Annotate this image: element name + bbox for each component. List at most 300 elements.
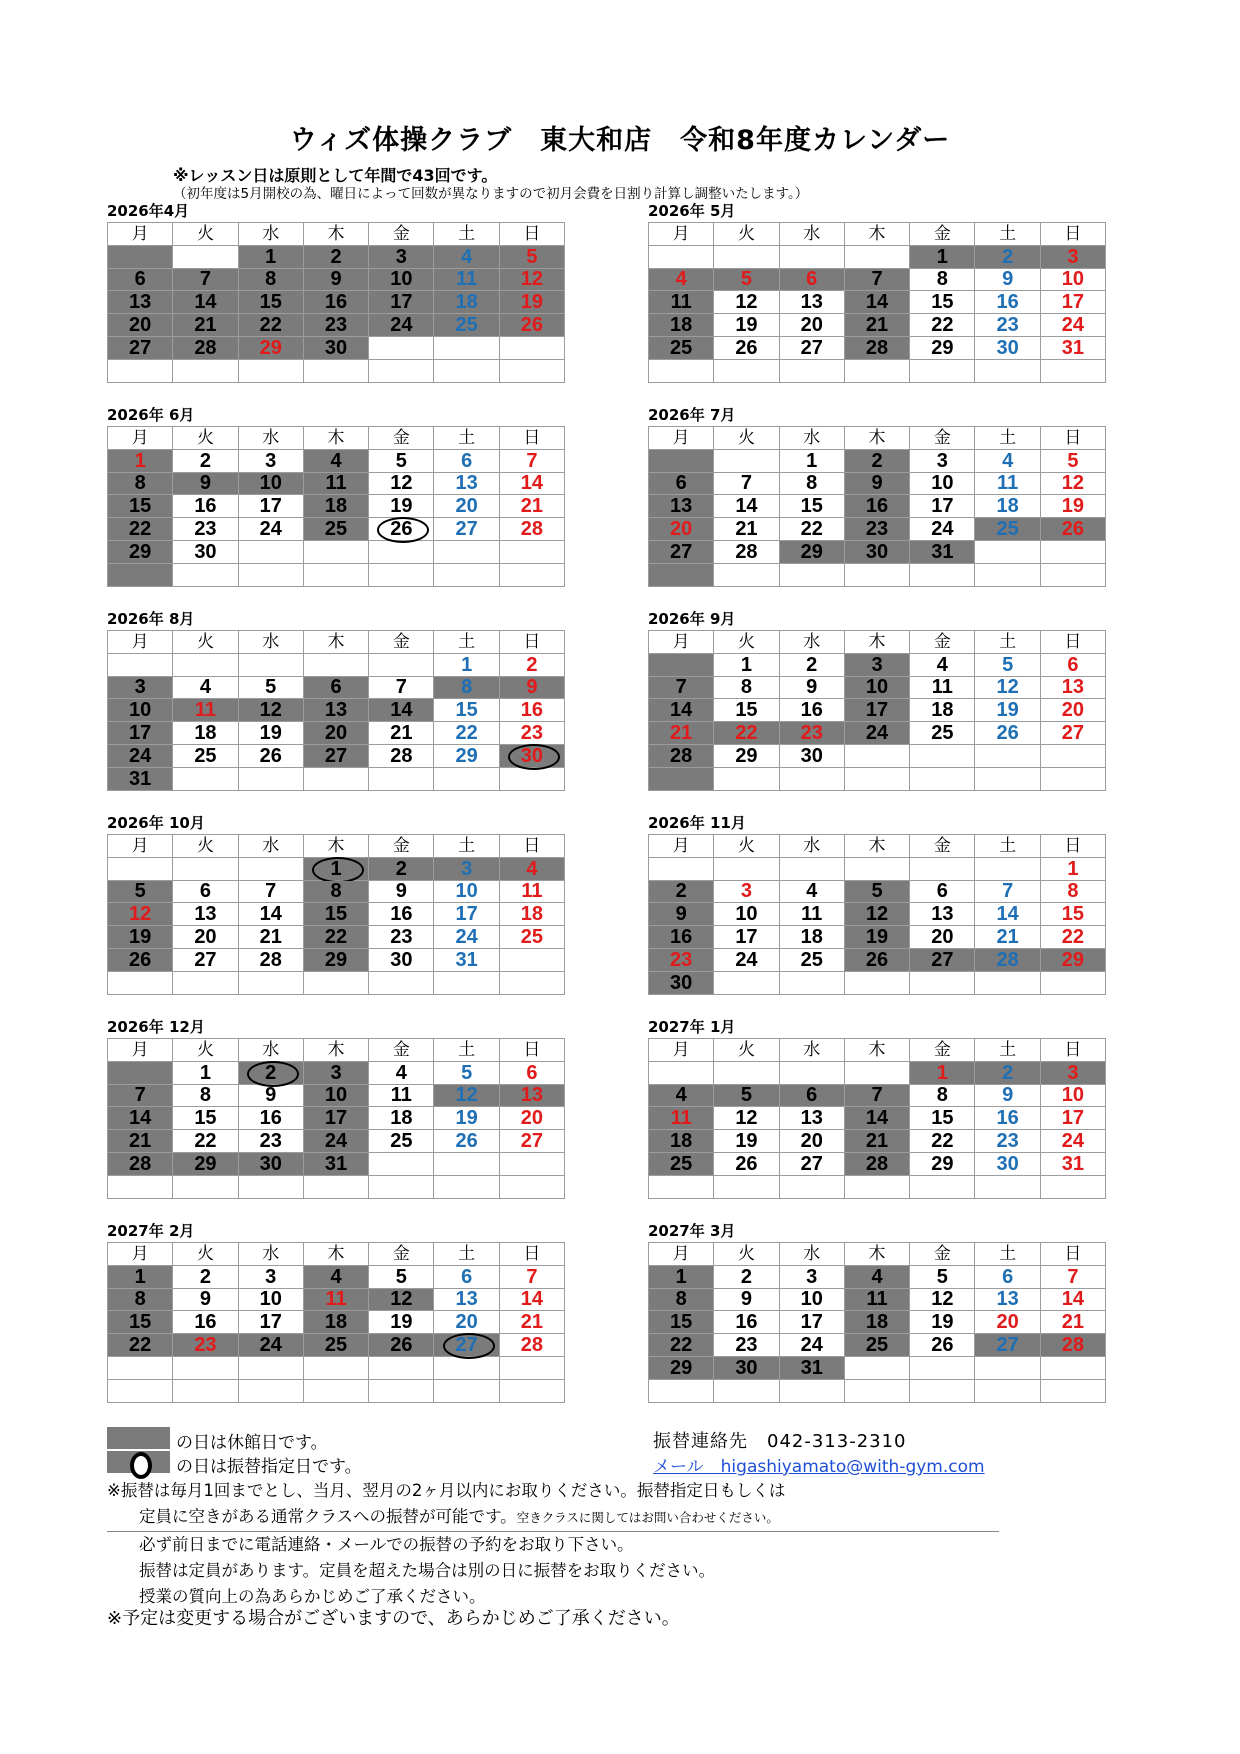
- day-cell: 20: [434, 495, 499, 518]
- day-cell: 12: [369, 472, 434, 495]
- weekday-header: 月: [108, 631, 173, 654]
- empty-day-cell: [499, 540, 564, 563]
- month-label: 2026年 11月: [648, 814, 746, 832]
- day-cell: 21: [844, 314, 909, 337]
- day-cell: 24: [1040, 1130, 1105, 1153]
- day-cell: 10: [434, 880, 499, 903]
- day-cell: 1: [1040, 857, 1105, 880]
- day-cell: 27: [975, 1334, 1040, 1357]
- day-cell: 29: [108, 540, 173, 563]
- weekday-header: 日: [499, 427, 564, 450]
- day-cell: 16: [238, 1107, 303, 1130]
- day-cell: 11: [649, 1107, 714, 1130]
- day-cell: 6: [499, 1061, 564, 1084]
- day-cell: 15: [108, 495, 173, 518]
- day-cell: 20: [975, 1311, 1040, 1334]
- day-cell: 28: [369, 744, 434, 767]
- week-row: [108, 449, 565, 472]
- rule-line-4: 振替は定員があります。定員を超えた場合は別の日に振替をお取りください。: [139, 1561, 716, 1580]
- weekday-header: 金: [369, 1039, 434, 1062]
- weekday-header: 水: [238, 1039, 303, 1062]
- day-cell: 10: [1040, 1084, 1105, 1107]
- day-cell: 3: [303, 1061, 368, 1084]
- weekday-header: 月: [108, 223, 173, 246]
- day-cell: 3: [108, 676, 173, 699]
- day-cell: 30: [779, 744, 844, 767]
- day-cell: 7: [369, 676, 434, 699]
- day-cell: 20: [434, 1311, 499, 1334]
- day-cell: 26: [975, 722, 1040, 745]
- day-cell: 22: [434, 722, 499, 745]
- empty-day-cell: [844, 1061, 909, 1084]
- day-cell: 25: [303, 1334, 368, 1357]
- day-cell: 1: [714, 653, 779, 676]
- day-cell: 28: [975, 948, 1040, 971]
- day-cell: 20: [910, 926, 975, 949]
- week-row: [649, 1288, 1106, 1311]
- day-cell: 13: [1040, 676, 1105, 699]
- empty-day-cell: [844, 1356, 909, 1379]
- day-cell: 13: [303, 699, 368, 722]
- day-cell: 13: [975, 1288, 1040, 1311]
- empty-day-cell: [1040, 744, 1105, 767]
- day-cell: 12: [434, 1084, 499, 1107]
- week-row: [108, 268, 565, 291]
- day-cell: 8: [714, 676, 779, 699]
- day-cell: 28: [173, 336, 238, 359]
- day-cell: 7: [108, 1084, 173, 1107]
- empty-day-cell: [975, 540, 1040, 563]
- week-row: [649, 1356, 1106, 1379]
- day-cell: 23: [649, 948, 714, 971]
- day-cell: 23: [238, 1130, 303, 1153]
- empty-day-cell: [1040, 359, 1105, 382]
- rule-line-2: [107, 1504, 999, 1532]
- day-cell: 7: [844, 268, 909, 291]
- day-cell: 25: [779, 948, 844, 971]
- day-cell: 22: [779, 518, 844, 541]
- day-cell: 17: [303, 1107, 368, 1130]
- empty-day-cell: [844, 971, 909, 994]
- weekday-header: 木: [303, 631, 368, 654]
- day-cell: 23: [844, 518, 909, 541]
- day-cell: 8: [303, 880, 368, 903]
- empty-day-cell: [303, 1175, 368, 1198]
- day-cell: 4: [975, 449, 1040, 472]
- week-row: [108, 291, 565, 314]
- day-cell: 31: [910, 540, 975, 563]
- day-cell: 7: [499, 449, 564, 472]
- weekday-header: 木: [844, 223, 909, 246]
- day-cell: 16: [173, 1311, 238, 1334]
- day-cell: 2: [649, 880, 714, 903]
- empty-day-cell: [303, 971, 368, 994]
- day-cell: 16: [714, 1311, 779, 1334]
- day-cell: 19: [714, 1130, 779, 1153]
- month-table: [107, 1038, 565, 1199]
- day-cell: 2: [779, 653, 844, 676]
- weekday-header: 木: [303, 1243, 368, 1266]
- weekday-header: 日: [499, 1039, 564, 1062]
- day-cell: 23: [779, 722, 844, 745]
- day-cell: 2: [975, 1061, 1040, 1084]
- empty-day-cell: [649, 245, 714, 268]
- week-row: [108, 903, 565, 926]
- week-row: [649, 676, 1106, 699]
- weekday-header: 月: [108, 835, 173, 858]
- day-cell: 12: [238, 699, 303, 722]
- day-cell: 25: [303, 518, 368, 541]
- month-label: 2027年 3月: [648, 1222, 736, 1240]
- empty-day-cell: [303, 540, 368, 563]
- closed-day-legend: の日は休館日です。: [176, 1433, 328, 1453]
- day-cell: 8: [108, 1288, 173, 1311]
- weekday-header-row: [108, 1243, 565, 1266]
- day-cell: 10: [714, 903, 779, 926]
- day-cell: 10: [238, 1288, 303, 1311]
- empty-day-cell: [844, 744, 909, 767]
- day-cell: 5: [714, 1084, 779, 1107]
- weekday-header: 土: [434, 631, 499, 654]
- day-cell: 8: [910, 1084, 975, 1107]
- week-row: [649, 1084, 1106, 1107]
- day-cell: 16: [844, 495, 909, 518]
- day-cell: 7: [975, 880, 1040, 903]
- day-cell: 1: [649, 1265, 714, 1288]
- empty-day-cell: [238, 767, 303, 790]
- empty-day-cell: [1040, 563, 1105, 586]
- day-cell: 16: [499, 699, 564, 722]
- week-row: [108, 314, 565, 337]
- weekday-header: 火: [173, 631, 238, 654]
- weekday-header: 火: [173, 427, 238, 450]
- empty-day-cell: [238, 540, 303, 563]
- day-cell: 4: [910, 653, 975, 676]
- month-table: [107, 630, 565, 791]
- empty-day-cell: [238, 857, 303, 880]
- day-cell: 5: [108, 880, 173, 903]
- month-table: [648, 222, 1106, 383]
- day-cell: 12: [108, 903, 173, 926]
- empty-day-cell: [975, 1356, 1040, 1379]
- week-row: [108, 540, 565, 563]
- day-cell: 2: [975, 245, 1040, 268]
- day-cell: 16: [303, 291, 368, 314]
- day-cell: 25: [975, 518, 1040, 541]
- empty-day-cell: [1040, 971, 1105, 994]
- rule-line-1: ※振替は毎月1回までとし、当月、翌月の2ヶ月以内にお取りください。振替指定日もしくは: [107, 1481, 786, 1500]
- day-cell: 5: [238, 676, 303, 699]
- day-cell: 9: [714, 1288, 779, 1311]
- day-cell: 29: [779, 540, 844, 563]
- week-row: [649, 314, 1106, 337]
- day-cell: 4: [369, 1061, 434, 1084]
- day-cell: 4: [499, 857, 564, 880]
- week-row: [108, 971, 565, 994]
- weekday-header-row: [649, 1039, 1106, 1062]
- day-cell: 28: [108, 1152, 173, 1175]
- day-cell: 2: [844, 449, 909, 472]
- day-cell: 8: [1040, 880, 1105, 903]
- week-row: [108, 1107, 565, 1130]
- weekday-header: 木: [303, 1039, 368, 1062]
- day-cell: 2: [238, 1061, 303, 1084]
- empty-day-cell: [910, 1379, 975, 1402]
- empty-day-cell: [649, 449, 714, 472]
- day-cell: 20: [499, 1107, 564, 1130]
- empty-day-cell: [173, 653, 238, 676]
- day-cell: 11: [303, 1288, 368, 1311]
- weekday-header: 月: [649, 1243, 714, 1266]
- weekday-header: 月: [108, 427, 173, 450]
- day-cell: 21: [499, 1311, 564, 1334]
- empty-day-cell: [1040, 1356, 1105, 1379]
- day-cell: 2: [173, 1265, 238, 1288]
- week-row: [108, 1288, 565, 1311]
- day-cell: 1: [238, 245, 303, 268]
- day-cell: 26: [844, 948, 909, 971]
- weekday-header: 水: [238, 427, 303, 450]
- empty-day-cell: [173, 359, 238, 382]
- day-cell: 2: [173, 449, 238, 472]
- day-cell: 11: [975, 472, 1040, 495]
- weekday-header: 水: [779, 427, 844, 450]
- day-cell: 13: [779, 291, 844, 314]
- day-cell: 6: [779, 1084, 844, 1107]
- day-cell: 6: [173, 880, 238, 903]
- week-row: [108, 1175, 565, 1198]
- empty-day-cell: [649, 857, 714, 880]
- day-cell: 14: [369, 699, 434, 722]
- day-cell: 26: [238, 744, 303, 767]
- day-cell: 27: [1040, 722, 1105, 745]
- day-cell: 15: [108, 1311, 173, 1334]
- week-row: [108, 1130, 565, 1153]
- weekday-header: 金: [910, 427, 975, 450]
- empty-day-cell: [108, 245, 173, 268]
- day-cell: 19: [434, 1107, 499, 1130]
- month-table: [648, 630, 1106, 791]
- day-cell: 30: [649, 971, 714, 994]
- first-year-note: （初年度は5月開校の為、曜日によって回数が異なりますので初月会費を日割り計算し調整いたします。）: [173, 186, 809, 202]
- day-cell: 22: [714, 722, 779, 745]
- day-cell: 30: [238, 1152, 303, 1175]
- day-cell: 14: [499, 1288, 564, 1311]
- day-cell: 15: [779, 495, 844, 518]
- closed-day-swatch: [107, 1427, 170, 1449]
- day-cell: 27: [499, 1130, 564, 1153]
- day-cell: 16: [975, 291, 1040, 314]
- day-cell: 8: [173, 1084, 238, 1107]
- week-row: [108, 563, 565, 586]
- weekday-header: 日: [499, 631, 564, 654]
- month-label: 2026年4月: [107, 202, 190, 220]
- empty-day-cell: [975, 857, 1040, 880]
- day-cell: 5: [714, 268, 779, 291]
- day-cell: 27: [173, 948, 238, 971]
- empty-day-cell: [649, 359, 714, 382]
- circle-icon: [130, 1452, 152, 1479]
- weekday-header: 土: [434, 835, 499, 858]
- day-cell: 31: [1040, 1152, 1105, 1175]
- day-cell: 23: [369, 926, 434, 949]
- day-cell: 9: [238, 1084, 303, 1107]
- empty-day-cell: [303, 767, 368, 790]
- rule-line-2-main: 定員に空きがある通常クラスへの振替が可能です。: [139, 1507, 517, 1526]
- weekday-header-row: [108, 223, 565, 246]
- empty-day-cell: [499, 1379, 564, 1402]
- day-cell: 3: [1040, 1061, 1105, 1084]
- day-cell: 15: [1040, 903, 1105, 926]
- day-cell: 11: [910, 676, 975, 699]
- empty-day-cell: [499, 971, 564, 994]
- rule-line-3: 必ず前日までに電話連絡・メールでの振替の予約をお取り下さい。: [139, 1535, 634, 1554]
- day-cell: 5: [844, 880, 909, 903]
- day-cell: 9: [303, 268, 368, 291]
- month-table: [107, 426, 565, 587]
- day-cell: 31: [779, 1356, 844, 1379]
- day-cell: 29: [173, 1152, 238, 1175]
- day-cell: 5: [1040, 449, 1105, 472]
- day-cell: 5: [499, 245, 564, 268]
- day-cell: 21: [369, 722, 434, 745]
- empty-day-cell: [910, 744, 975, 767]
- day-cell: 28: [714, 540, 779, 563]
- weekday-header: 月: [649, 835, 714, 858]
- footer-note: ※予定は変更する場合がございますので、あらかじめご了承ください。: [107, 1608, 680, 1629]
- weekday-header: 火: [714, 223, 779, 246]
- week-row: [108, 1311, 565, 1334]
- day-cell: 10: [303, 1084, 368, 1107]
- day-cell: 17: [779, 1311, 844, 1334]
- day-cell: 22: [238, 314, 303, 337]
- day-cell: 3: [714, 880, 779, 903]
- empty-day-cell: [649, 653, 714, 676]
- week-row: [649, 449, 1106, 472]
- day-cell: 19: [844, 926, 909, 949]
- day-cell: 28: [499, 1334, 564, 1357]
- weekday-header: 水: [779, 1243, 844, 1266]
- day-cell: 6: [975, 1265, 1040, 1288]
- week-row: [649, 903, 1106, 926]
- weekday-header: 水: [238, 223, 303, 246]
- month-table: [648, 426, 1106, 587]
- day-cell: 13: [649, 495, 714, 518]
- day-cell: 24: [434, 926, 499, 949]
- week-row: [108, 1334, 565, 1357]
- month-table: [107, 1242, 565, 1403]
- week-row: [108, 472, 565, 495]
- day-cell: 4: [173, 676, 238, 699]
- day-cell: 18: [499, 903, 564, 926]
- empty-day-cell: [173, 767, 238, 790]
- day-cell: 11: [844, 1288, 909, 1311]
- empty-day-cell: [910, 359, 975, 382]
- day-cell: 19: [238, 722, 303, 745]
- rule-line-2-small: 空きクラスに関してはお問い合わせください。: [516, 1510, 779, 1525]
- empty-day-cell: [369, 1356, 434, 1379]
- month-calendar: [648, 812, 1098, 995]
- contact-email-link[interactable]: メール higashiyamato@with-gym.com: [653, 1457, 985, 1477]
- day-cell: 30: [303, 336, 368, 359]
- weekday-header: 火: [714, 1039, 779, 1062]
- day-cell: 10: [238, 472, 303, 495]
- empty-day-cell: [108, 971, 173, 994]
- empty-day-cell: [779, 857, 844, 880]
- day-cell: 30: [369, 948, 434, 971]
- week-row: [108, 1379, 565, 1402]
- day-cell: 17: [1040, 1107, 1105, 1130]
- week-row: [108, 359, 565, 382]
- day-cell: 14: [108, 1107, 173, 1130]
- weekday-header: 木: [844, 1243, 909, 1266]
- weekday-header-row: [649, 427, 1106, 450]
- empty-day-cell: [714, 449, 779, 472]
- week-row: [108, 767, 565, 790]
- day-cell: 11: [434, 268, 499, 291]
- day-cell: 20: [779, 1130, 844, 1153]
- weekday-header: 日: [499, 835, 564, 858]
- weekday-header: 水: [779, 223, 844, 246]
- day-cell: 3: [369, 245, 434, 268]
- weekday-header: 日: [1040, 1039, 1105, 1062]
- weekday-header: 木: [844, 631, 909, 654]
- week-row: [108, 1061, 565, 1084]
- month-label: 2026年 8月: [107, 610, 195, 628]
- weekday-header: 火: [714, 631, 779, 654]
- week-row: [649, 653, 1106, 676]
- day-cell: 6: [108, 268, 173, 291]
- makeup-day-legend: の日は振替指定日です。: [176, 1457, 362, 1477]
- day-cell: 15: [910, 1107, 975, 1130]
- empty-day-cell: [238, 653, 303, 676]
- month-table: [107, 834, 565, 995]
- week-row: [108, 857, 565, 880]
- empty-day-cell: [499, 1152, 564, 1175]
- day-cell: 18: [649, 314, 714, 337]
- weekday-header: 日: [1040, 223, 1105, 246]
- weekday-header: 金: [910, 223, 975, 246]
- day-cell: 7: [173, 268, 238, 291]
- empty-day-cell: [714, 359, 779, 382]
- empty-day-cell: [1040, 767, 1105, 790]
- empty-day-cell: [303, 1356, 368, 1379]
- weekday-header-row: [649, 223, 1106, 246]
- weekday-header: 土: [434, 427, 499, 450]
- weekday-header: 日: [1040, 631, 1105, 654]
- day-cell: 16: [649, 926, 714, 949]
- day-cell: 30: [173, 540, 238, 563]
- month-label: 2027年 1月: [648, 1018, 736, 1036]
- empty-day-cell: [238, 563, 303, 586]
- day-cell: 17: [108, 722, 173, 745]
- day-cell: 10: [779, 1288, 844, 1311]
- empty-day-cell: [369, 540, 434, 563]
- day-cell: 1: [779, 449, 844, 472]
- empty-day-cell: [434, 1356, 499, 1379]
- empty-day-cell: [975, 971, 1040, 994]
- day-cell: 12: [844, 903, 909, 926]
- day-cell: 20: [1040, 699, 1105, 722]
- day-cell: 8: [238, 268, 303, 291]
- empty-day-cell: [369, 1175, 434, 1198]
- day-cell: 18: [303, 1311, 368, 1334]
- day-cell: 21: [714, 518, 779, 541]
- empty-day-cell: [173, 563, 238, 586]
- empty-day-cell: [108, 563, 173, 586]
- week-row: [108, 676, 565, 699]
- day-cell: 7: [499, 1265, 564, 1288]
